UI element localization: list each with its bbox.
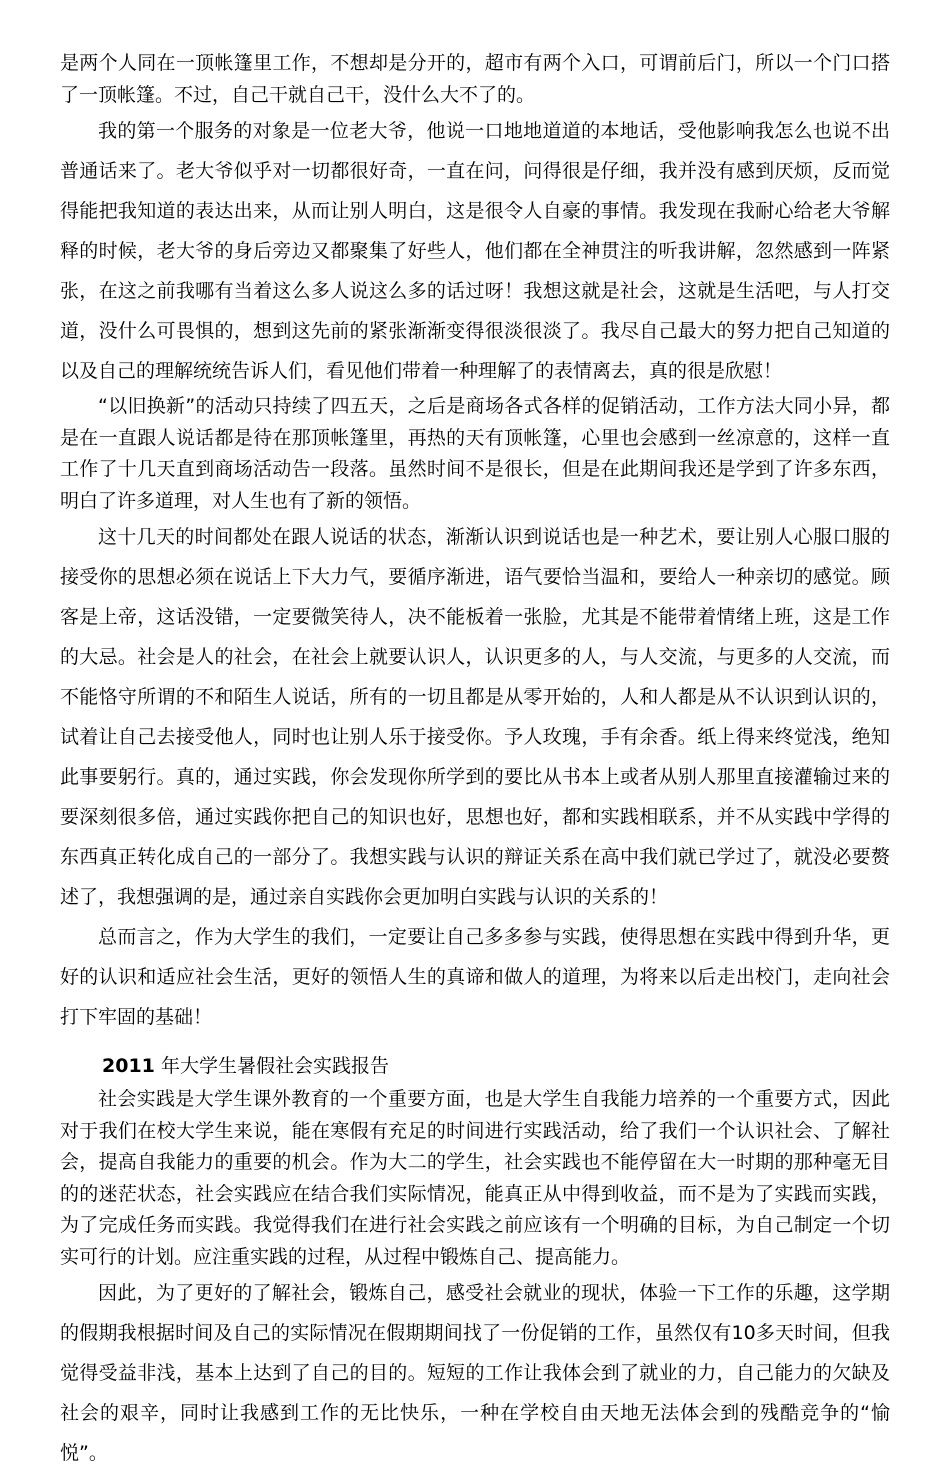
paragraph-4: 这十几天的时间都处在跟人说话的状态，渐渐认识到说话也是一种艺术，要让别人心服口服的接受你的思想必须在说话上下大力气，要循序渐进，语气要恰当温和，要给人一种亲切的感觉。顾客是上帝，这话没错，一定要微笑待人，决不能板着一张脸，尤其是不能带着情绪上班，这是工作的大忌。社会是人的社会，在社会上就要认识人，认识更多的人，与人交流，与更多的人交流，而不能恪守所谓的不和陌生人说话，所有的一切且都是从零开始的，人和人都是从不认识到认识的，试着让自己去接受他人，同时也让别人乐于接受你。予人玫瑰，手有余香。纸上得来终觉浅，绝知此事要躬行。真的，通过实践，你会发现你所学到的要比从书本上或者从别人那里直接灌输过来的要深刻很多倍，通过实践你把自己的知识也好，思想也好，都和实践相联系，并不从实践中学得的东西真正转化成自己的一部分了。我想实践与认识的辩证关系在高中我们就已学过了，就没必要赘述了，我想强调的是，通过亲自实践你会更加明白实践与认识的关系的！ [60, 526, 890, 908]
paragraph-1: 是两个人同在一顶帐篷里工作，不想却是分开的，超市有两个入口，可谓前后门，所以一个门口搭了一顶帐篷。不过，自己干就自己干，没什么大不了的。 [60, 52, 890, 106]
paragraph-5: 总而言之，作为大学生的我们，一定要让自己多多参与实践，使得思想在实践中得到升华，更好的认识和适应社会生活，更好的领悟人生的真谛和做人的道理，为将来以后走出校门，走向社会打下牢固的基础！ [60, 926, 890, 1028]
paragraph-6: 社会实践是大学生课外教育的一个重要方面，也是大学生自我能力培养的一个重要方式，因此对于我们在校大学生来说，能在寒假有充足的时间进行实践活动，给了我们一个认识社会、了解社会，提高自我能力的重要的机会。作为大二的学生，社会实践也不能停留在大一时期的那种毫无目的的迷茫状态，社会实践应在结合我们实际情况，能真正从中得到收益，而不是为了实践而实践，为了完成任务而实践。我觉得我们在进行社会实践之前应该有一个明确的目标，为自己制定一个切实可行的计划。应注重实践的过程，从过程中锻炼自己、提高能力。 [60, 1088, 890, 1268]
paragraph-3: “以旧换新”的活动只持续了四五天，之后是商场各式各样的促销活动，工作方法大同小异，都是在一直跟人说话都是待在那顶帐篷里，再热的天有顶帐篷，心里也会感到一丝凉意的，这样一直工作了十几天直到商场活动告一段落。虽然时间不是很长，但是在此期间我还是学到了许多东西，明白了许多道理，对人生也有了新的领悟。 [60, 395, 890, 512]
paragraph-2: 我的第一个服务的对象是一位老大爷，他说一口地地道道的本地话，受他影响我怎么也说不出普通话来了。老大爷似乎对一切都很好奇，一直在问，问得很是仔细，我并没有感到厌烦，反而觉得能把我知道的表达出来，从而让别人明白，这是很令人自豪的事情。我发现在我耐心给老大爷解释的时候，老大爷的身后旁边又都聚集了好些人，他们都在全神贯注的听我讲解，忽然感到一阵紧张，在这之前我哪有当着这么多人说这么多的话过呀！我想这就是社会，这就是生活吧，与人打交道，没什么可畏惧的，想到这先前的紧张渐渐变得很淡很淡了。我尽自己最大的努力把自己知道的以及自己的理解统统告诉人们，看见他们带着一种理解了的表情离去，真的很是欣慰！ [60, 120, 890, 382]
section-heading [60, 1051, 890, 1082]
document-page [60, 48, 890, 1473]
heading-title: 年大学生暑假社会实践报告 [160, 1055, 389, 1077]
paragraph-7: 因此，为了更好的了解社会，锻炼自己，感受社会就业的现状，体验一下工作的乐趣，这学期的假期我根据时间及自己的实际情况在假期期间找了一份促销的工作，虽然仅有10多天时间，但我觉得受益非浅，基本上达到了自己的目的。短短的工作让我体会到了就业的力，自己能力的欠缺及社会的艰辛，同时让我感到工作的无比快乐，一种在学校自由天地无法体会到的残酷竞争的“愉悦”。 [60, 1282, 890, 1464]
heading-year: 2011 [102, 1055, 155, 1077]
